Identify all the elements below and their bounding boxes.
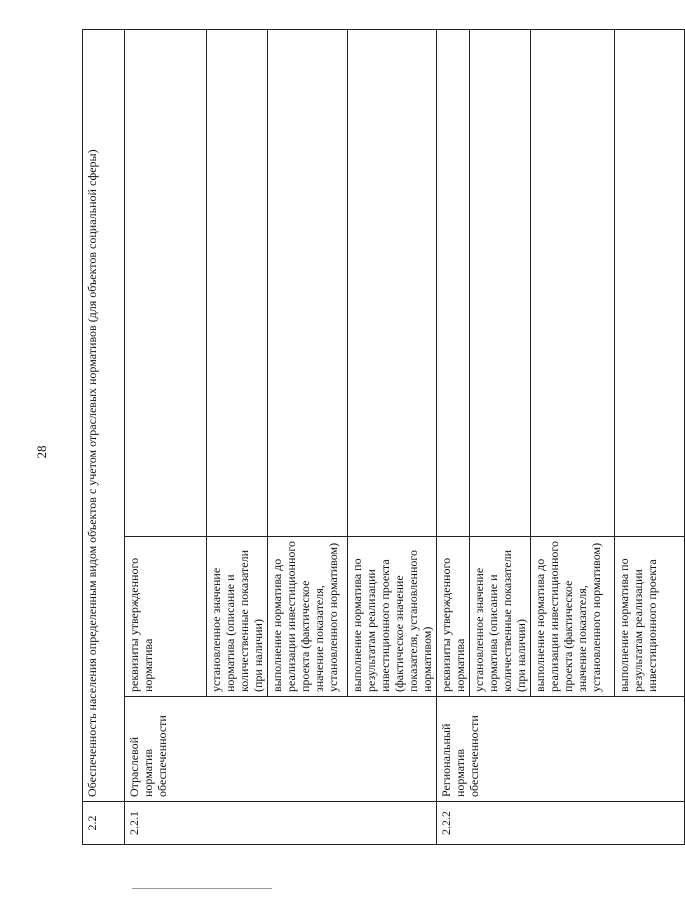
value-cell	[470, 29, 531, 536]
page-number: 28	[34, 445, 49, 459]
row-number: 2.2.1	[125, 802, 437, 845]
value-cell	[531, 29, 615, 536]
rotated-table	[82, 30, 659, 845]
row-item: выполнение норматива до реализации инвестиционного проекта (фактическое значение показателя, установленного нормативом)	[268, 537, 348, 697]
row-name: Региональный норматив обеспеченности	[437, 697, 685, 802]
value-cell	[348, 29, 437, 536]
row-number: 2.2.2	[437, 802, 685, 845]
value-cell	[437, 29, 470, 536]
section-row	[83, 29, 125, 844]
table-row	[437, 29, 470, 844]
section-title: Обеспеченность населения определенным видом объектов с учетом отраслевых нормативов (для объектов социальной сферы)	[83, 29, 125, 801]
row-name: Отраслевой норматив обеспеченности	[125, 697, 437, 802]
value-cell	[615, 29, 685, 536]
row-item: установленное значение норматива (описание и количественные показатели (при наличии)	[470, 537, 531, 697]
value-cell	[268, 29, 348, 536]
table-row	[125, 29, 207, 844]
value-cell	[207, 29, 268, 536]
section-number: 2.2	[83, 802, 125, 845]
row-item: реквизиты утвержденного норматива	[125, 537, 207, 697]
row-item: выполнение норматива до реализации инвестиционного проекта (фактическое значение показателя, установленного нормативом)	[531, 537, 615, 697]
row-item: установленное значение норматива (описание и количественные показатели (при наличии)	[207, 537, 268, 697]
requirements-table	[82, 29, 685, 845]
row-item: выполнение норматива по результатам реализации инвестиционного проекта (фактическое значение показателя, установленного нормативом)	[348, 537, 437, 697]
row-item: выполнение норматива по результатам реализации инвестиционного проекта	[615, 537, 685, 697]
row-item: реквизиты утвержденного норматива	[437, 537, 470, 697]
value-cell	[125, 29, 207, 536]
scan-edge-line	[132, 888, 272, 889]
